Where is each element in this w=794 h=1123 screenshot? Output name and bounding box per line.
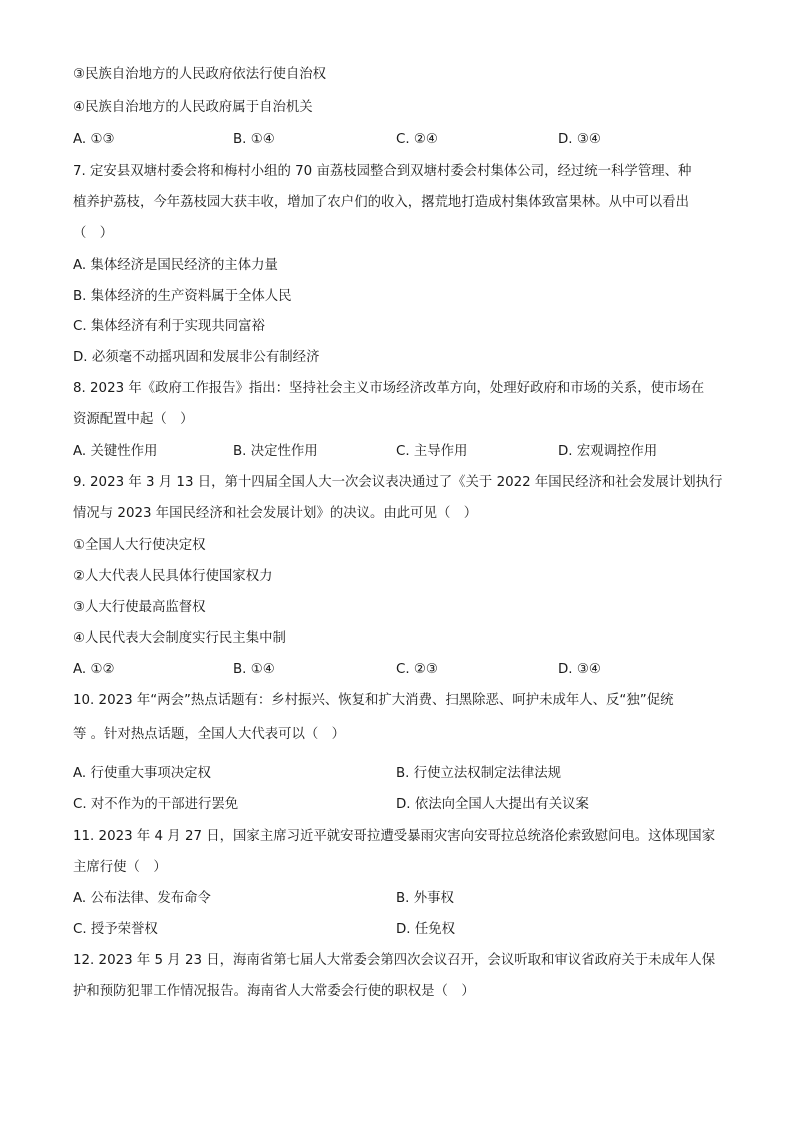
statement-3: ③民族自治地方的人民政府依法行使自治权 bbox=[73, 67, 327, 82]
q9-option-d: D. ③④ bbox=[558, 662, 601, 677]
q10-option-d: D. 依法向全国人大提出有关议案 bbox=[396, 797, 589, 812]
q8-stem-line-2: 资源配置中起（ ） bbox=[73, 412, 194, 427]
q12-stem-line-2: 护和预防犯罪工作情况报告。海南省人大常委会行使的职权是（ ） bbox=[73, 984, 475, 999]
q10-option-b: B. 行使立法权制定法律法规 bbox=[396, 766, 561, 781]
q11-option-b: B. 外事权 bbox=[396, 891, 454, 906]
q7-stem-line-2: 植养护荔枝，今年荔枝园大获丰收，增加了农户们的收入，撂荒地打造成村集体致富果林。从中可以看出 bbox=[73, 195, 689, 210]
q6-option-b: B. ①④ bbox=[233, 132, 275, 147]
q7-option-d: D. 必须毫不动摇巩固和发展非公有制经济 bbox=[73, 350, 320, 365]
q9-statement-3: ③人大行使最高监督权 bbox=[73, 600, 206, 615]
q8-option-d: D. 宏观调控作用 bbox=[558, 444, 658, 459]
q9-stem-line-2: 情况与 2023 年国民经济和社会发展计划》的决议。由此可见（ ） bbox=[73, 506, 478, 521]
q10-stem-line-1: 10. 2023 年“两会”热点话题有：乡村振兴、恢复和扩大消费、扫黑除恶、呵护未成年人、反“独”促统 bbox=[73, 693, 674, 708]
q9-stem-line-1: 9. 2023 年 3 月 13 日，第十四届全国人大一次会议表决通过了《关于 2022 年国民经济和社会发展计划执行 bbox=[73, 475, 723, 490]
q9-option-b: B. ①④ bbox=[233, 662, 275, 677]
q9-option-c: C. ②③ bbox=[396, 662, 438, 677]
q9-option-a: A. ①② bbox=[73, 662, 115, 677]
q8-option-b: B. 决定性作用 bbox=[233, 444, 318, 459]
q9-statement-1: ①全国人大行使决定权 bbox=[73, 538, 206, 553]
q10-option-a: A. 行使重大事项决定权 bbox=[73, 766, 211, 781]
q11-option-d: D. 任免权 bbox=[396, 922, 455, 937]
q11-option-c: C. 授予荣誉权 bbox=[73, 922, 158, 937]
statement-4: ④民族自治地方的人民政府属于自治机关 bbox=[73, 100, 313, 115]
q11-stem-line-2: 主席行使（ ） bbox=[73, 860, 167, 875]
q9-statement-2: ②人大代表人民具体行使国家权力 bbox=[73, 569, 273, 584]
q7-stem-line-3: （ ） bbox=[73, 226, 114, 241]
q9-statement-4: ④人民代表大会制度实行民主集中制 bbox=[73, 631, 286, 646]
q7-stem-line-1: 7. 定安县双塘村委会将和梅村小组的 70 亩荔枝园整合到双塘村委会村集体公司，经过统一科学管理、种 bbox=[73, 164, 692, 179]
q10-option-c: C. 对不作为的干部进行罢免 bbox=[73, 797, 239, 812]
q6-option-d: D. ③④ bbox=[558, 132, 601, 147]
q8-stem-line-1: 8. 2023 年《政府工作报告》指出：坚持社会主义市场经济改革方向，处理好政府和市场的关系，使市场在 bbox=[73, 381, 705, 396]
q7-option-b: B. 集体经济的生产资料属于全体人民 bbox=[73, 289, 292, 304]
q10-stem-line-2: 等 。针对热点话题，全国人大代表可以（ ） bbox=[73, 727, 346, 742]
q6-option-a: A. ①③ bbox=[73, 132, 115, 147]
q7-option-c: C. 集体经济有利于实现共同富裕 bbox=[73, 319, 265, 334]
q11-stem-line-1: 11. 2023 年 4 月 27 日，国家主席习近平就安哥拉遭受暴雨灾害向安哥拉总统洛伦索致慰问电。这体现国家 bbox=[73, 829, 716, 844]
q8-option-c: C. 主导作用 bbox=[396, 444, 468, 459]
q12-stem-line-1: 12. 2023 年 5 月 23 日，海南省第七届人大常委会第四次会议召开，会议听取和审议省政府关于未成年人保 bbox=[73, 953, 716, 968]
q11-option-a: A. 公布法律、发布命令 bbox=[73, 891, 211, 906]
q7-option-a: A. 集体经济是国民经济的主体力量 bbox=[73, 258, 278, 273]
q8-option-a: A. 关键性作用 bbox=[73, 444, 158, 459]
q6-option-c: C. ②④ bbox=[396, 132, 438, 147]
